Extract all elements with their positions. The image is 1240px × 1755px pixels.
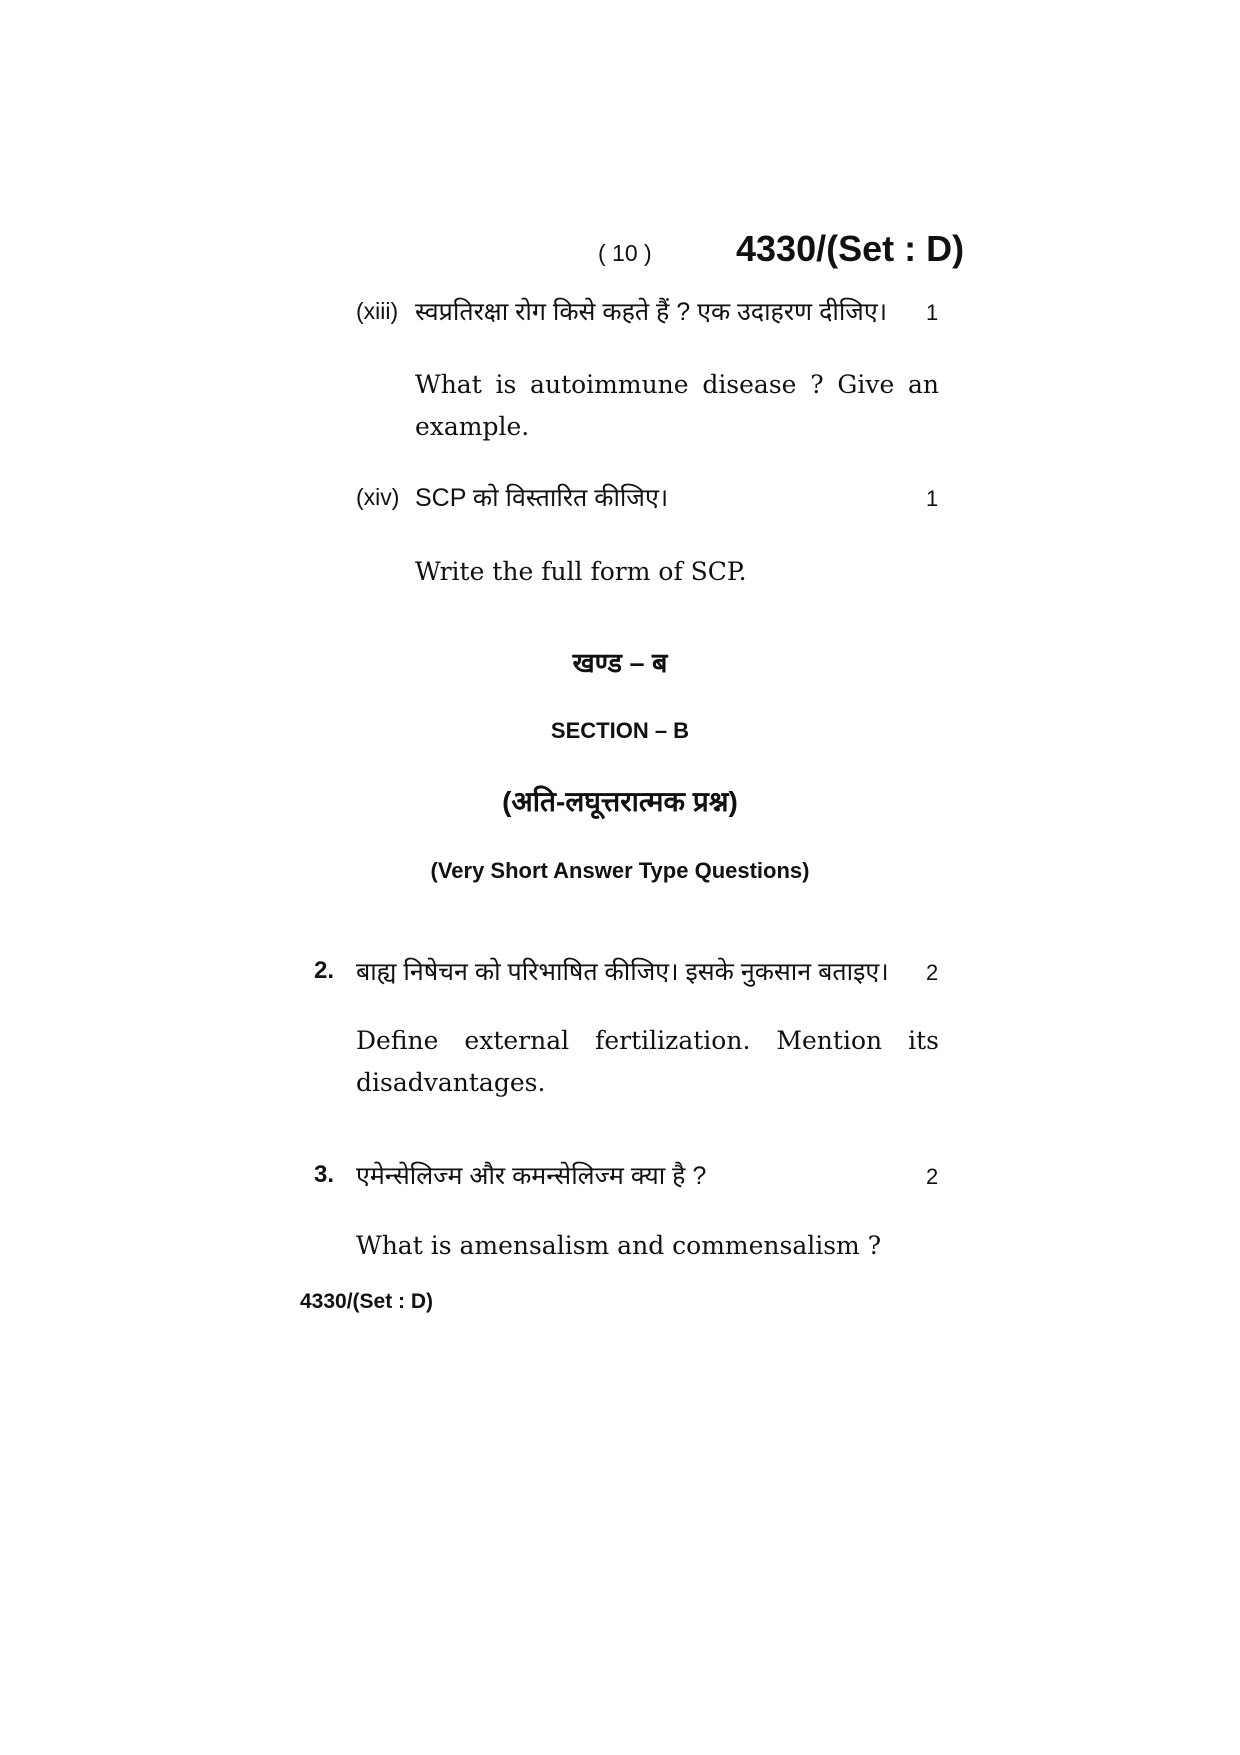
question-xiii-hindi: स्वप्रतिरक्षा रोग किसे कहते हैं ? एक उदाहरण दीजिए। (415, 298, 888, 326)
page-number: ( 10 ) (598, 240, 652, 266)
question-xiv-marks: 1 (926, 486, 939, 511)
question-xiii-english: What is autoimmune disease ? Give an example. (415, 370, 939, 441)
paper-code-header: 4330/(Set : D) (736, 228, 965, 269)
question-2-english: Define external fertilization. Mention its disadvantages. (356, 1026, 939, 1097)
question-3-hindi: एमेन्सेलिज्म और कमन्सेलिज्म क्या है ? (356, 1162, 707, 1190)
question-type-hindi: (अति-लघूत्तरात्मक प्रश्न) (502, 786, 738, 817)
question-xiv-hindi: SCP को विस्तारित कीजिए। (415, 484, 669, 512)
question-number-3: 3. (314, 1161, 335, 1188)
question-number-2: 2. (314, 957, 335, 984)
question-3-marks: 2 (926, 1164, 939, 1189)
question-label-xiii: (xiii) (356, 298, 399, 324)
question-2-marks: 2 (926, 960, 939, 985)
question-xiii-marks: 1 (926, 300, 939, 325)
section-title-hindi: खण्ड – ब (572, 648, 668, 678)
question-2-hindi: बाह्य निषेचन को परिभाषित कीजिए। इसके नुकसान बताइए। (356, 958, 889, 986)
question-label-xiv: (xiv) (356, 484, 400, 510)
question-xiv-english: Write the full form of SCP. (415, 557, 747, 586)
question-3-english: What is amensalism and commensalism ? (356, 1231, 882, 1260)
paper-code-footer: 4330/(Set : D) (300, 1290, 434, 1313)
section-title-english: SECTION – B (550, 718, 690, 743)
question-type-english: (Very Short Answer Type Questions) (430, 858, 810, 883)
